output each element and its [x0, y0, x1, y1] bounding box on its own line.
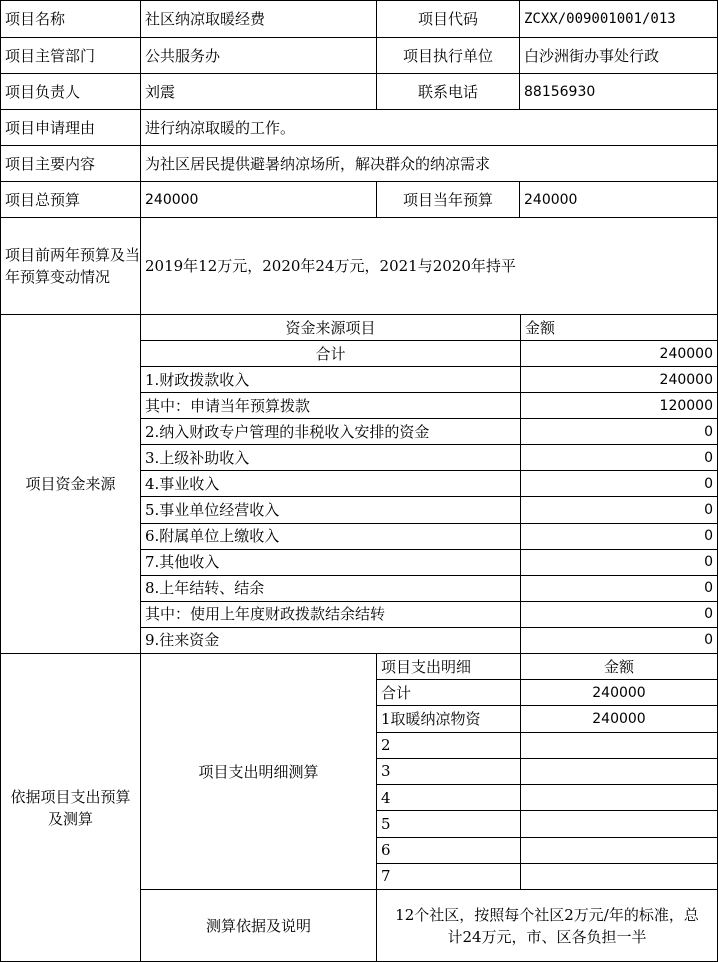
- main-content-label: 项目主要内容: [0, 146, 141, 182]
- funding-item-amount: 240000: [521, 367, 718, 393]
- funding-item-amount: 0: [521, 602, 718, 628]
- funding-item-name: 7.其他收入: [141, 550, 521, 576]
- funding-item-name: 合计: [141, 341, 521, 367]
- project-lead-label: 项目负责人: [0, 74, 141, 110]
- reason-label: 项目申请理由: [0, 110, 141, 146]
- funding-item-name: 8.上年结转、结余: [141, 576, 521, 602]
- supervising-dept-label: 项目主管部门: [0, 38, 141, 74]
- expense-col-item: 项目支出明细: [377, 654, 521, 680]
- calc-basis-label: 测算依据及说明: [141, 890, 377, 962]
- expense-item-name: 3: [377, 759, 521, 785]
- funding-item-name: 9.往来资金: [141, 628, 521, 654]
- total-budget-value: 240000: [141, 182, 377, 218]
- funding-item-amount: 240000: [521, 341, 718, 367]
- funding-item-amount: 0: [521, 550, 718, 576]
- funding-item-name: 其中：使用上年度财政拨款结余结转: [141, 602, 521, 628]
- expense-item-name: 2: [377, 733, 521, 759]
- project-name-label: 项目名称: [0, 0, 141, 38]
- funding-item-amount: 0: [521, 628, 718, 654]
- funding-item-name: 2.纳入财政专户管理的非税收入安排的资金: [141, 419, 521, 445]
- executing-unit-label: 项目执行单位: [377, 38, 520, 74]
- funding-item-amount: 0: [521, 471, 718, 497]
- funding-item-name: 6.附属单位上缴收入: [141, 524, 521, 550]
- executing-unit-value: 白沙洲街办事处行政: [520, 38, 718, 74]
- supervising-dept-value: 公共服务办: [141, 38, 377, 74]
- expense-item-name: 1取暖纳凉物资: [377, 706, 521, 732]
- expense-item-amount: [521, 864, 718, 890]
- expense-item-name: 6: [377, 838, 521, 864]
- calc-basis-value: 12个社区，按照每个社区2万元/年的标准，总计24万元，市、区各负担一半: [377, 890, 718, 962]
- project-code-label: 项目代码: [377, 0, 520, 38]
- funding-item-name: 5.事业单位经营收入: [141, 497, 521, 523]
- funding-item-amount: 120000: [521, 393, 718, 419]
- total-budget-label: 项目总预算: [0, 182, 141, 218]
- funding-item-amount: 0: [521, 497, 718, 523]
- expense-item-amount: 240000: [521, 680, 718, 706]
- funding-item-amount: 0: [521, 524, 718, 550]
- budget-change-value: 2019年12万元，2020年24万元，2021与2020年持平: [141, 218, 718, 315]
- phone-value: 88156930: [520, 74, 718, 110]
- funding-col-amount: 金额: [521, 315, 718, 341]
- expense-item-name: 4: [377, 785, 521, 811]
- expense-item-amount: [521, 759, 718, 785]
- funding-item-amount: 0: [521, 576, 718, 602]
- expense-detail-label: 项目支出明细测算: [141, 654, 377, 890]
- phone-label: 联系电话: [377, 74, 520, 110]
- expense-item-name: 7: [377, 864, 521, 890]
- funding-item-name: 1.财政拨款收入: [141, 367, 521, 393]
- funding-item-amount: 0: [521, 445, 718, 471]
- expense-item-amount: [521, 733, 718, 759]
- expense-item-name: 合计: [377, 680, 521, 706]
- expense-item-amount: [521, 811, 718, 837]
- funding-item-name: 4.事业收入: [141, 471, 521, 497]
- funding-item-name: 其中：申请当年预算拨款: [141, 393, 521, 419]
- expense-basis-label: 依据项目支出预算及测算: [0, 654, 141, 962]
- expense-item-amount: [521, 785, 718, 811]
- year-budget-value: 240000: [520, 182, 718, 218]
- budget-change-label: 项目前两年预算及当年预算变动情况: [0, 218, 141, 315]
- expense-col-amount: 金额: [521, 654, 718, 680]
- funding-item-name: 3.上级补助收入: [141, 445, 521, 471]
- expense-item-name: 5: [377, 811, 521, 837]
- project-lead-value: 刘震: [141, 74, 377, 110]
- funding-col-item: 资金来源项目: [141, 315, 521, 341]
- expense-item-amount: 240000: [521, 706, 718, 732]
- expense-item-amount: [521, 838, 718, 864]
- project-code-value: ZCXX/009001001/013: [520, 0, 718, 38]
- year-budget-label: 项目当年预算: [377, 182, 520, 218]
- reason-value: 进行纳凉取暖的工作。: [141, 110, 718, 146]
- funding-source-label: 项目资金来源: [0, 315, 141, 654]
- main-content-value: 为社区居民提供避暑纳凉场所，解决群众的纳凉需求: [141, 146, 718, 182]
- project-name-value: 社区纳凉取暖经费: [141, 0, 377, 38]
- funding-item-amount: 0: [521, 419, 718, 445]
